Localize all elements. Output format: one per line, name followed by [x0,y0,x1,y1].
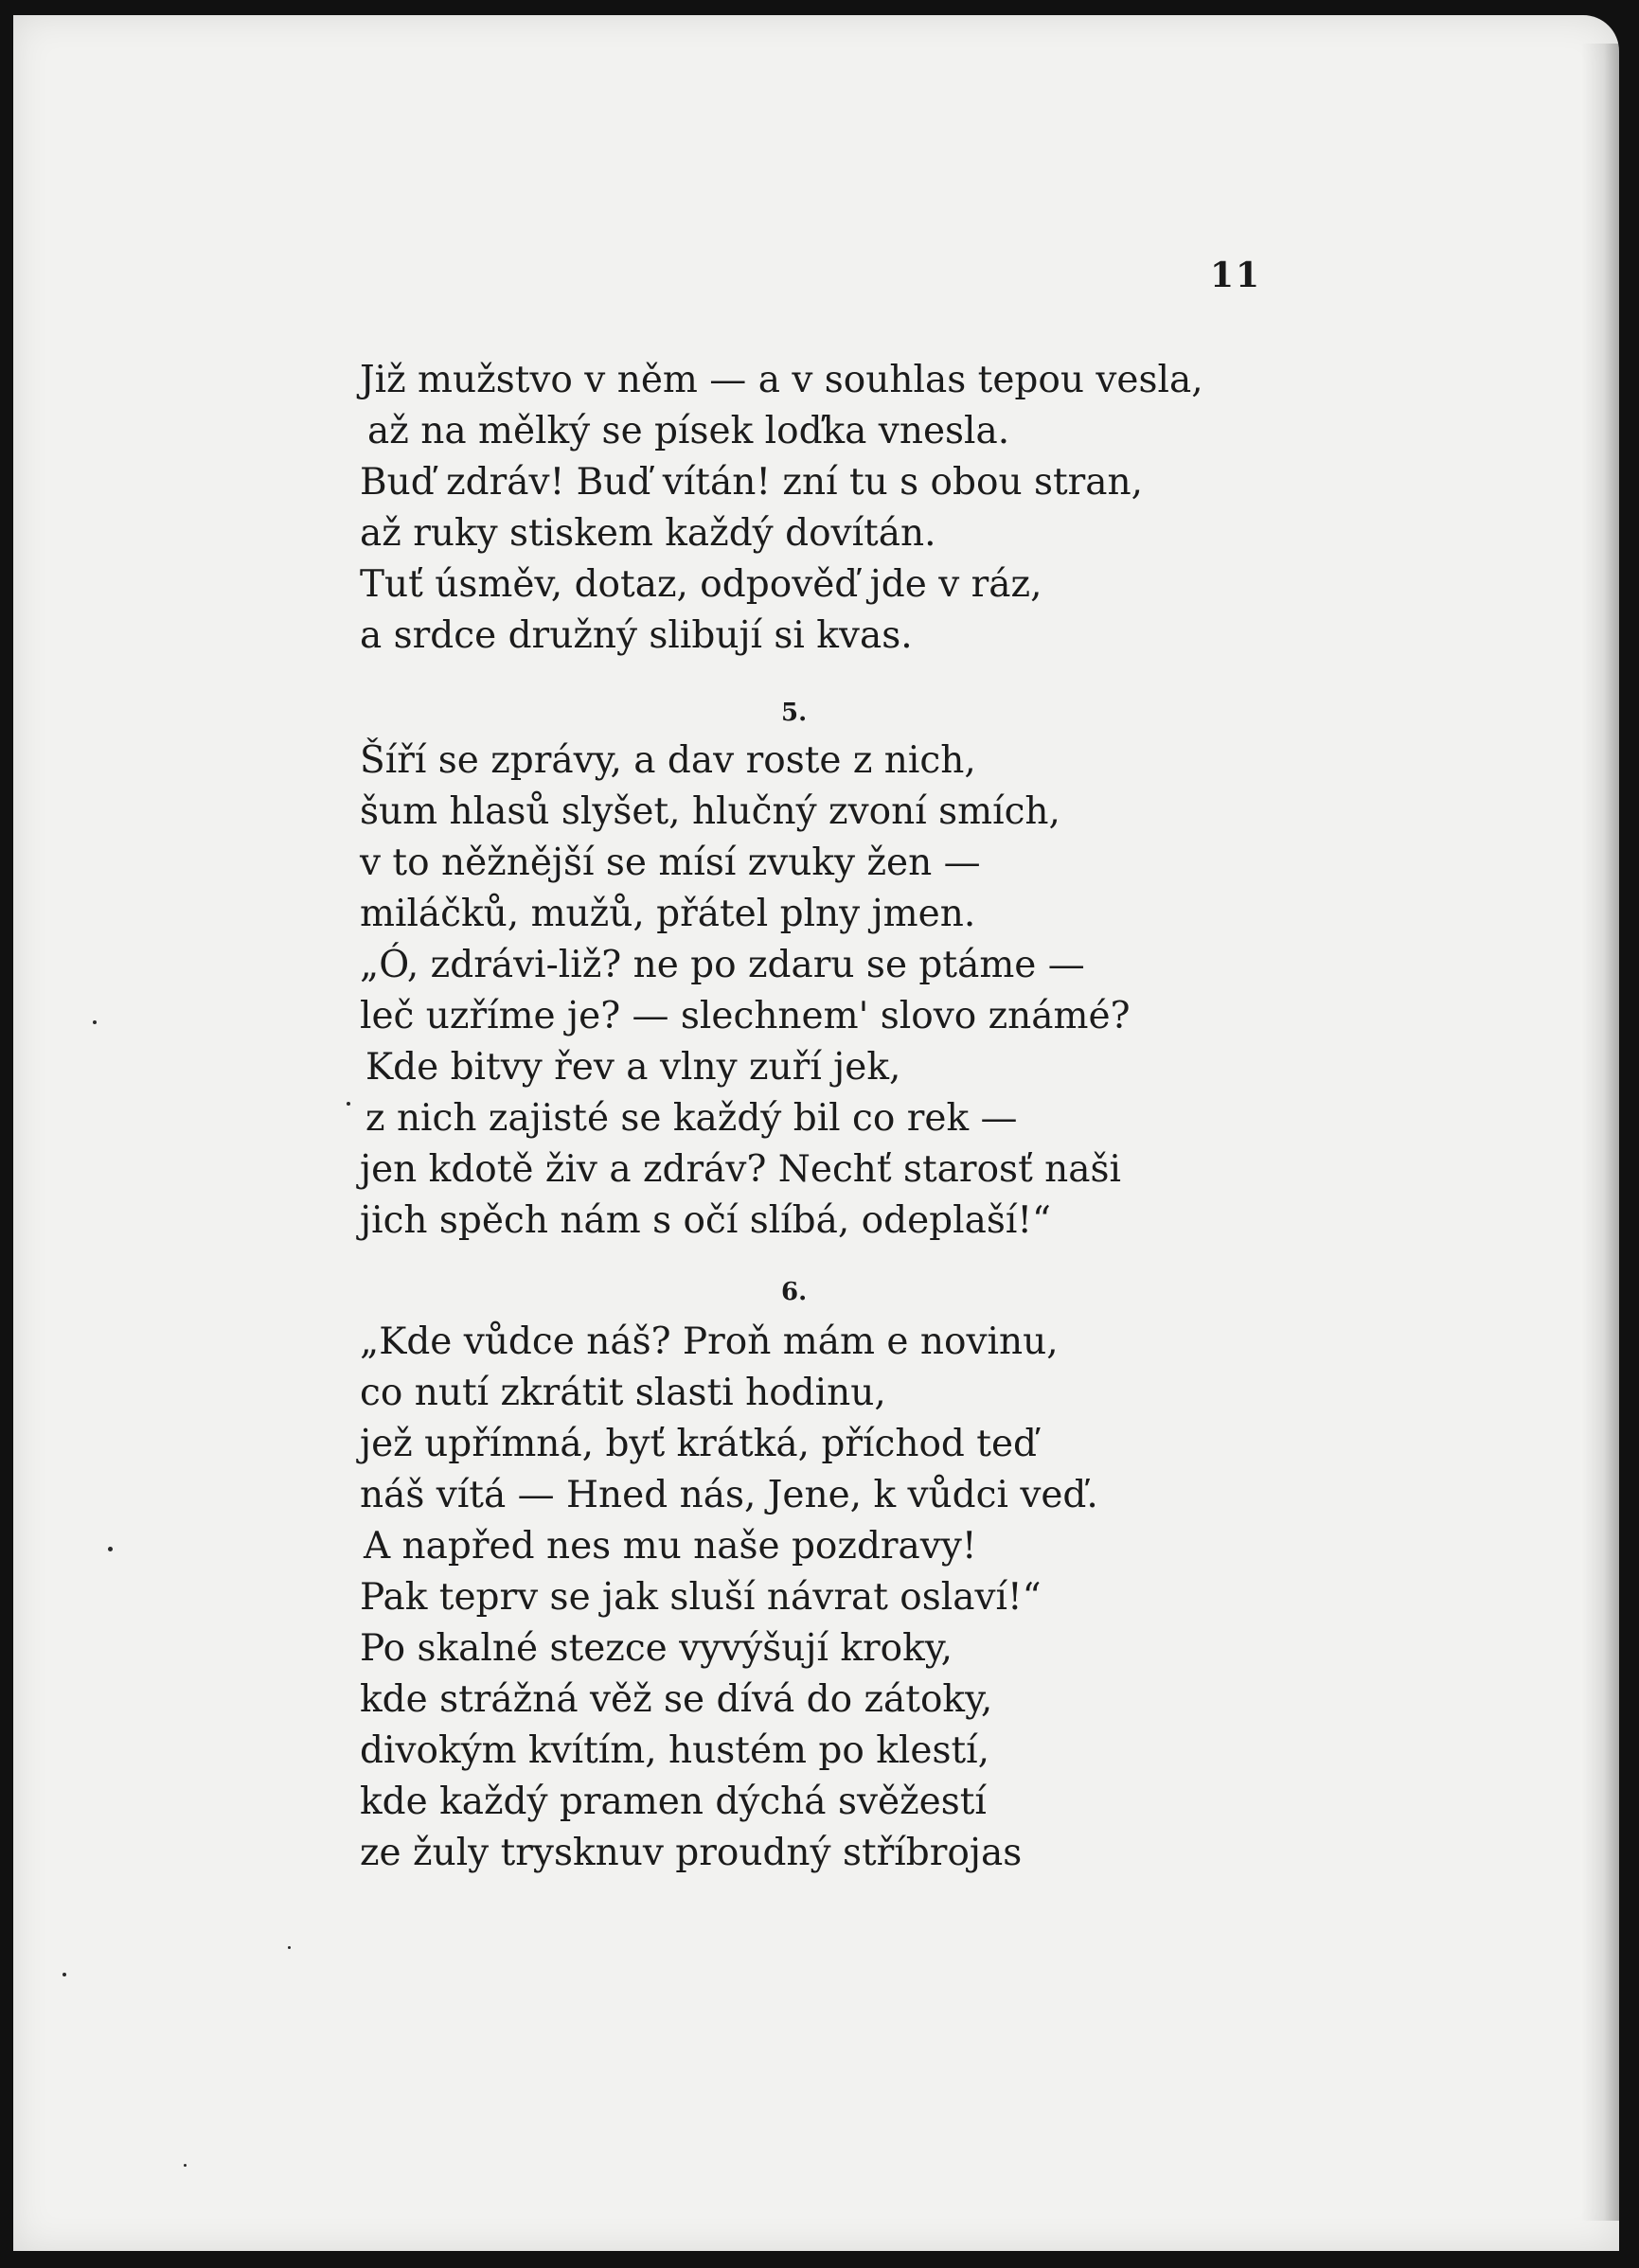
poem-line: A napřed nes mu naše pozdravy! [364,1525,977,1568]
poem-line: a srdce družný slibují si kvas. [360,614,913,657]
poem-line: Šíří se zprávy, a dav roste z nich, [360,739,976,782]
poem-line: z nich zajisté se každý bil co rek — [365,1097,1018,1140]
poem-line: „Ó, zdrávi-liž? ne po zdaru se ptáme — [360,944,1085,986]
poem-line: co nutí zkrátit slasti hodinu, [360,1372,886,1414]
page-number: 11 [1210,256,1262,295]
poem-line: v to něžnější se mísí zvuky žen — [360,842,981,884]
poem-line: jež upřímná, byť krátká, příchod teď [360,1423,1038,1465]
poem-line: kde strážná věž se dívá do zátoky, [360,1678,993,1721]
scan-speck [184,2164,187,2167]
poem-line: divokým kvítím, hustém po klestí, [360,1729,990,1772]
poem-line: miláčků, mužů, přátel plny jmen. [360,893,976,935]
poem-line: Tuť úsměv, dotaz, odpověď jde v ráz, [360,563,1042,606]
page-edge-shadow [1581,44,1619,2221]
poem-line: leč uzříme je? — slechnem' slovo známé? [360,995,1131,1037]
poem-line: kde každý pramen dýchá svěžestí [360,1781,987,1823]
poem-line: „Kde vůdce náš? Proň mám e novinu, [360,1320,1059,1363]
poem-line: Pak teprv se jak sluší návrat oslaví!“ [360,1576,1042,1619]
poem-line: šum hlasů slyšet, hlučný zvoní smích, [360,790,1060,833]
scan-speck [93,1020,97,1024]
scan-speck [62,1973,66,1976]
poem-line: až ruky stiskem každý dovítán. [360,512,936,555]
scan-speck [347,1102,350,1106]
poem-line: Již mužstvo v něm — a v souhlas tepou vesla, [360,359,1203,401]
poem-line: náš vítá — Hned nás, Jene, k vůdci veď. [360,1474,1098,1516]
section-number: 6. [781,1278,808,1306]
poem-line: až na mělký se písek loďka vnesla. [367,410,1010,452]
section-number: 5. [781,699,808,727]
poem-line: Buď zdráv! Buď vítán! zní tu s obou stran, [360,461,1144,504]
poem-line: Po skalné stezce vyvýšují kroky, [360,1627,953,1670]
scan-speck [108,1547,113,1551]
scan-speck [288,1946,291,1949]
poem-line: jich spěch nám s očí slíbá, odeplaší!“ [360,1199,1051,1242]
poem-line: Kde bitvy řev a vlny zuří jek, [365,1046,901,1089]
poem-line: ze žuly trysknuv proudný stříbrojas [360,1832,1023,1874]
poem-line: jen kdotě živ a zdráv? Nechť starosť naši [360,1148,1121,1191]
